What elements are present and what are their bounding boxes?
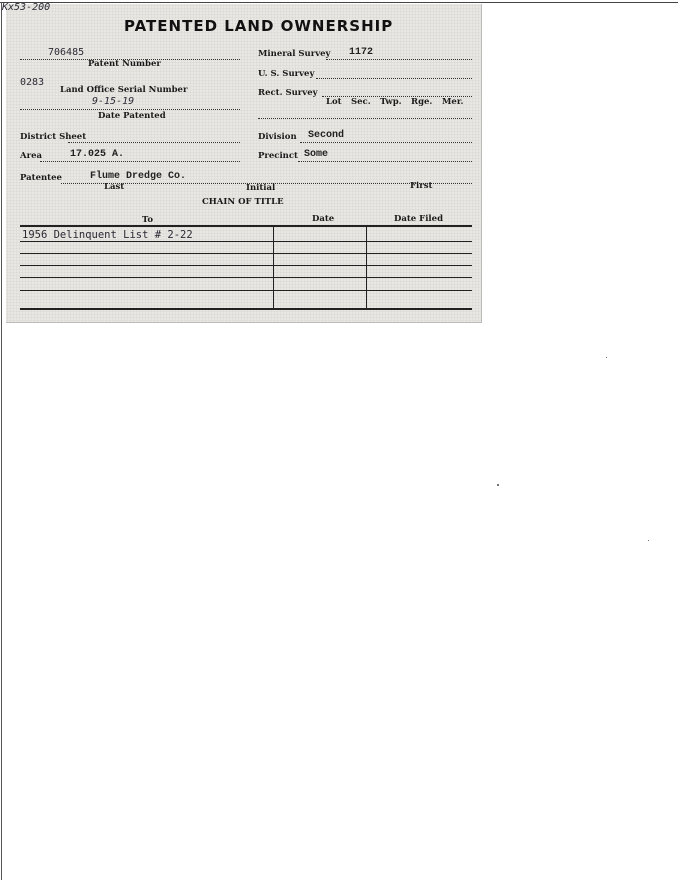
chain-of-title-heading: CHAIN OF TITLE (202, 197, 284, 207)
rect-col-twp: Twp. (380, 97, 402, 107)
initial-label: Initial (246, 183, 276, 193)
row-to-value: 1956 Delinquent List # 2-22 (22, 229, 193, 241)
card-title: PATENTED LAND OWNERSHIP (124, 17, 394, 35)
serial-number-label: Land Office Serial Number (60, 85, 188, 95)
date-patented-value: 9-15-19 (92, 96, 135, 107)
date-patented-line (20, 109, 240, 110)
table-top-rule (20, 225, 472, 227)
table-row-rule (20, 241, 472, 242)
last-label: Last (104, 182, 125, 192)
col-header-date: Date (312, 214, 335, 224)
district-sheet-label: District Sheet (20, 132, 87, 142)
table-row-rule (20, 277, 472, 278)
precinct-label: Precinct (258, 151, 298, 161)
corner-note: Kx53-200 (2, 2, 51, 13)
rect-survey-label: Rect. Survey (258, 88, 318, 98)
scan-speck (606, 357, 607, 358)
mineral-survey-label: Mineral Survey (258, 49, 331, 59)
precinct-line (298, 161, 472, 162)
table-bottom-rule (20, 308, 472, 310)
table-row-rule (20, 290, 472, 291)
table-row (22, 229, 193, 241)
page-top-border (0, 2, 678, 3)
table-divider-filed (366, 226, 367, 309)
rect-survey-line-2 (258, 118, 472, 119)
us-survey-line (316, 78, 472, 79)
scan-speck (497, 484, 499, 486)
us-survey-label: U. S. Survey (258, 69, 315, 79)
table-row-rule (20, 265, 472, 266)
division-value: Second (308, 130, 345, 141)
patent-number-label: Patent Number (88, 59, 161, 69)
table-divider-date (273, 226, 274, 309)
rect-col-rge: Rge. (411, 97, 433, 107)
rect-col-sec: Sec. (351, 97, 371, 107)
area-value: 17.025 A. (70, 149, 125, 160)
precinct-value: Some (304, 149, 329, 160)
patentee-value: Flume Dredge Co. (90, 171, 187, 182)
area-label: Area (20, 151, 42, 161)
rect-col-mer: Mer. (442, 97, 464, 107)
scan-speck (648, 540, 649, 541)
division-line (300, 142, 472, 143)
first-label: First (410, 181, 433, 191)
division-label: Division (258, 132, 297, 142)
rect-col-lot: Lot (326, 97, 342, 107)
district-sheet-line (68, 142, 240, 143)
col-header-date-filed: Date Filed (394, 214, 444, 224)
serial-number-value: 0283 (20, 77, 45, 88)
mineral-survey-value: 1172 (349, 47, 374, 58)
col-header-to: To (142, 215, 154, 225)
page-left-border (1, 2, 2, 880)
date-patented-label: Date Patented (98, 111, 166, 121)
land-ownership-card (2, 2, 482, 323)
patent-number-value: 706485 (48, 47, 85, 58)
patentee-label: Patentee (20, 173, 62, 183)
table-row-rule (20, 253, 472, 254)
area-line (40, 161, 240, 162)
mineral-survey-line (326, 59, 472, 60)
